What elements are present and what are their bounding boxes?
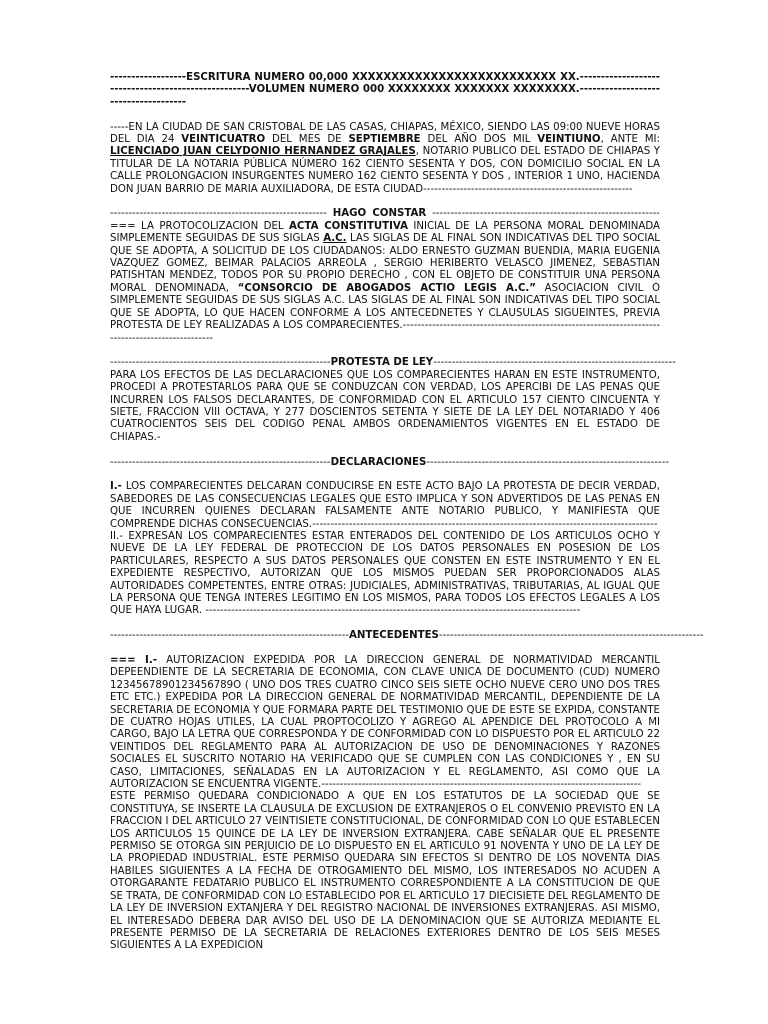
protesta-paragraph: PARA LOS EFECTOS DE LAS DECLARACIONES QUE LOS COMPARECIENTES HARAN EN ESTE INSTRUMENTO, PROCEDI A PROTESTARLOS PARA QUE SE CONDUZCAN CON VERDAD, LOS APERCIBI DE LAS PENAS QUE INCURREN LOS FALSOS DECLARANTES, DE CONFORMIDAD CON EL ARTICULO 157 CIENTO CINCUENTA Y SIETE, FRACCION VIII OCTAVA, Y 277 DOSCIENTOS SETENTA Y SIETE DE LA LEY DEL NOTARIADO Y 406 CUATROCIENTOS SEIS DEL CODIGO PENAL AMBOS ORDENAMIENTOS VIGENTES EN EL ESTADO DE CHIAPAS.- [110,369,660,443]
intro-year: VEINTIUNO [537,134,601,146]
antecedente-permiso: ESTE PERMISO QUEDARA CONDICIONADO A QUE EN LOS ESTATUTOS DE LA SOCIEDAD QUE SE CONSTITUYA, SE INSERTE LA CLAUSULA DE EXCLUSION DE EXTRANJEROS O EL CONVENIO PREVISTO EN LA FRACCION I DEL ARTICULO 27 VEINTISIETE CONSTITUCIONAL, DE CONFORMIDAD CON LO QUE ESTABLECEN LOS ARTICULOS 15 QUINCE DE LA LEY DE INVERSION EXTRANJERA. CABE SEÑALAR QUE EL PRESENTE PERMISO SE OTORGA SIN PERJUICIO DE LO DISPUESTO EN EL ARTICULO 91 NOVENTA Y UNO DE LA LEY DE LA PROPIEDAD INDUSTRIAL. ESTE PERMISO QUEDARA SIN EFECTOS SI DENTRO DE LOS NOVENTA DIAS HABILES SIGUIENTES A LA FECHA DE OTROGAMIENTO DEL MISMO, LOS INTERESADOS NO ACUDEN A OTORGARANTE FEDATARIO PUBLICO EL INSTRUMENTO CORRESPONDIENTE A LA CONSTITUCION DE QUE SE TRATA, DE CONFORMIDAD CON LO ESTABLECIDO POR EL ARTICULO 17 DIECISIETE DEL REGLAMENTO DE LA LEY DE INVERSION EXTANJERA Y DEL REGISTRO NACIONAL DE INVERSIONES EXTRANJERAS. ASI MISMO, EL INTERESADO DEBERA DAR AVISO DEL USO DE LA DENOMINACION QUE SE AUTORIZA MEDIANTE EL PRESENTE PERMISO DE LA SECRETARIA DE RELACIONES EXTERIORES DENTRO DE LOS SEIS MESES SIGUIENTES A LA EXPEDICION [110,791,661,952]
intro-day: VEINTICUATRO [181,134,266,146]
clause-number: I.- [110,481,122,493]
dash-rule: ------------------------------------------------------------------------ [438,630,704,642]
intro-text: DEL MES DE [265,134,349,146]
ac-abbreviation: A.C. [323,233,347,245]
intro-month: SEPTIEMBRE [348,134,421,146]
hago-text: INICIAL DE LA PERSONA MORAL DENOMINADA SIMPLEMENTE SEGUIDAS DE SUS SIGLAS [110,220,660,245]
declaraciones-heading-line [110,456,669,469]
intro-paragraph [110,122,660,196]
dash-rule: ------------------------------------------------------------------ [433,357,676,369]
clause-text: LOS COMPARECIENTES DELCARAN CONDUCIRSE EN ESTE ACTO BAJO LA PROTESTA DE DECIR VERDAD, SABEDORES DE LAS CONSECUENCIAS LEGALES QUE ESTO IMPLICA Y SON ADVERTIDOS DE LAS PENAS EN QUE INCURREN QUIENES DECLARAN FALSAMENTE ANTE NOTARIO PUBLICO, Y MANIFIESTA QUE COMPRENDE DICHAS CONSECUENCIAS.---------------------------------------------------------------------------------------------- [110,481,660,530]
declaracion-ii: II.- EXPRESAN LOS COMPARECIENTES ESTAR ENTERADOS DEL CONTENIDO DE LOS ARTICULOS OCHO Y NUEVE DE LA LEY FEDERAL DE PROTECCION DE LOS DATOS PERSONALES EN POSESION DE LOS PARTICULARES, RESPECTO A SUS DATOS PERSONALES QUE CONSTEN EN ESTE INSTRUMENTO Y EN EL EXPEDIENTE RESPECTIVO, AUTORIZAN QUE LOS MISMOS PUEDAN SER PROPORCIONADOS ALAS AUTORIDADES COMPETENTES, ENTRE OTRAS: JUDICIALES, ADMINISTRATIVAS, TRIBUTARIAS, AL IGUAL QUE LA PERSONA QUE TENGA INTERES LEGITIMO EN LOS MISMOS, PARA TODOS LOS EFECTOS LEGALES A LOS QUE HAYA LUGAR. ------------------------------------------------------------------------------------------------------ [110,530,660,617]
hago-text: LAS SIGLAS DE AL FINAL SON INDICATIVAS DEL TIPO SOCIAL QUE SE ADOPTA, A SOLICITUD DE LOS CIUDADANOS: ALDO ERNESTO GUZMAN BUENDIA, MARIA EUGENIA VAZQUEZ GOMEZ, BEIMAR PALACIOS ARREOLA , SERGIO HERIBERTO VELASCO JIMENEZ, SEBASTIAN PATISHTAN MENDEZ, TODOS POR SU PROPIO DERECHO , CON EL OBJETO DE CONSTITUIR UNA PERSONA MORAL DENOMINADA, [110,233,660,294]
company-name: “CONSORCIO DE ABOGADOS ACTIO LEGIS A.C.” [237,282,536,294]
intro-text: DEL AÑO DOS MIL [420,134,538,146]
declaracion-i [110,481,660,531]
acta-constitutiva: ACTA CONSTITUTIVA [289,220,408,232]
antecedentes-heading: ANTECEDENTES [348,630,439,642]
dash-rule: ------------------------------------------------------------ [110,456,331,468]
declaraciones-heading: DECLARACIONES [330,456,427,468]
dash-rule: ------------------------------------------------------------ [110,357,331,369]
notary-name: LICENCIADO JUAN CELYDONIO HERNANDEZ GRAJALES [110,146,416,158]
dash-rule: ------------------------------------------------------------------ [426,456,669,468]
deed-header: ------------------ESCRITURA NUMERO 00,000 XXXXXXXXXXXXXXXXXXXXXXXXXX XX.----------------------------------------------------VOLUMEN NUMERO 000 XXXXXXXX XXXXXXX XXXXXXXX.------------------------------------- [110,72,660,108]
protesta-heading-line [110,357,676,369]
protesta-heading: PROTESTA DE LEY [330,357,434,369]
clause-number: === I.- [110,654,157,666]
antecedentes-heading-line [110,630,704,642]
dash-rule: ----------------------------------------------------------------- [110,630,349,642]
intro-text: , ANTE MI: [600,134,660,146]
intro-text: , NOTARIO PUBLICO DEL ESTADO DE CHIAPAS Y TITULAR DE LA NOTARIA PÚBLICA NÚMERO 162 CIENTO SESENTA Y DOS, CON DOMICILIO SOCIAL EN LA CALLE PROLONGACION INSURGENTES NUMERO 162 CIENTO SESENTA Y DOS , INTERIOR 1 UNO, HACIENDA DON JUAN BARRIO DE MARIA AUXILIADORA, DE ESTA CIUDAD--------------------------------------------------------- [110,146,660,195]
hago-constar-paragraph [110,208,660,344]
intro-text: -----EN LA CIUDAD DE SAN CRISTOBAL DE LAS CASAS, CHIAPAS, MÉXICO, SIENDO LAS 09:00 NUEVE HORAS DEL DIA 24 [110,121,660,146]
hago-text: ASOCIACION CIVIL O SIMPLEMENTE SEGUIDAS DE SUS SIGLAS A.C. LAS SIGLAS DE AL FINAL SON INDICATIVAS DEL TIPO SOCIAL QUE SE ADOPTA, LO QUE HACEN CONFORME A LOS ANTECEDNETES Y CLAUSULAS SIGUEINTES, PREVIA PROTESTA DE LEY REALIZADAS A LOS COMPARECIENTES.-------------------------------------------------------------------------------------------------- [110,282,660,344]
hago-text: --------------------------------------------------------------=== LA PROTOCOLIZACION DEL [110,208,660,232]
hago-constar-heading: HAGO CONSTAR [332,208,427,220]
clause-text: AUTORIZACION EXPEDIDA POR LA DIRECCION GENERAL DE NORMATIVIDAD MERCANTIL DEPEENDIENTE DE LA SECRETARIA DE ECONOMIA, CON CLAVE UNICA DE DOCUMENTO (CUD) NUMERO 1234567890123456789O ( UNO DOS TRES CUATRO CINCO SEIS SIETE OCHO NUEVE CERO UNO DOS TRES ETC ETC.) EXPEDIDA POR LA DIRECCION GENERAL DE NORMATIVIDAD MERCANTIL, DEPENDIENTE DE LA SECRETARIA DE ECONOMIA Y QUE FORMARA PARTE DEL TESTIMONIO QUE DE ESTE SE EXPIDA, CONSTANTE DE CUATRO HOJAS UTILES, LA CUAL PROPTOCOLIZO Y AGREGO AL APENDICE DEL PROTOCOLO A MI CARGO, BAJO LA LETRA QUE CORRESPONDA Y DE CONFORMIDAD CON LO DISPUESTO POR EL ARTICULO 22 VEINTIDOS DEL REGLAMENTO PARA AL AUTORIZACION DE USO DE DENOMINACIONES Y RAZONES SOCIALES EL SUSCRITO NOTARIO HA VERIFICADO QUE SE CUMPLEN CON LAS CONDICIONES Y , EN SU CASO, LIMITACIONES, SEÑALADAS EN LA AUTORIZACION Y EL REGLAMENTO, ASI COMO QUE LA AUTORIZACION SE ENCUENTRA VIGENTE.--------------------------------------------------------------------------------------- [110,654,660,791]
antecedente-i [110,655,660,791]
dash-rule: ----------------------------------------------------------- [110,208,327,220]
